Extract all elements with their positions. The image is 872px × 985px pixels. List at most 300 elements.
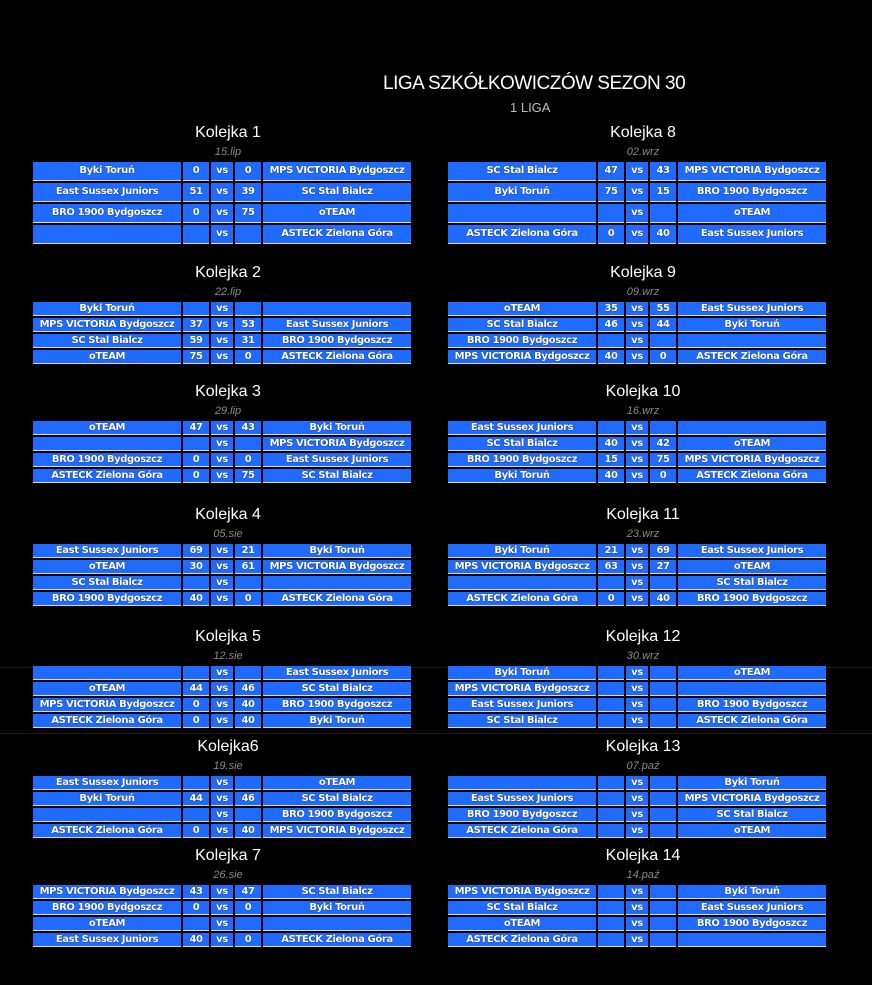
round-title: Kolejka 14: [605, 847, 681, 864]
away-score: 69: [650, 544, 676, 558]
away-team: BRO 1900 Bydgoszcz: [678, 592, 826, 606]
home-score: [598, 576, 624, 590]
away-score: 46: [235, 792, 261, 806]
league-subtitle: 1 LIGA: [510, 100, 551, 115]
round-date: 05.sie: [213, 528, 243, 540]
away-team: [263, 576, 411, 590]
home-team: East Sussex Juniors: [448, 698, 596, 712]
match-row: [448, 162, 826, 181]
home-score: 40: [183, 592, 209, 606]
fixtures-table: [446, 300, 828, 366]
away-score: 0: [235, 453, 261, 467]
match-row: [33, 576, 411, 590]
home-score: 40: [183, 933, 209, 947]
vs-label: vs: [626, 592, 648, 606]
away-team: East Sussex Juniors: [678, 544, 826, 558]
match-row: [33, 933, 411, 947]
vs-label: vs: [626, 453, 648, 467]
away-score: 39: [235, 183, 261, 202]
fixtures-table: [31, 774, 413, 840]
vs-label: vs: [211, 666, 233, 680]
vs-label: vs: [211, 792, 233, 806]
away-team: SC Stal Bialcz: [263, 183, 411, 202]
match-row: [33, 901, 411, 915]
match-row: [33, 334, 411, 348]
match-row: [448, 576, 826, 590]
away-team: ASTECK Zielona Góra: [678, 350, 826, 364]
home-score: 46: [598, 318, 624, 332]
home-score: [183, 808, 209, 822]
home-team: East Sussex Juniors: [33, 544, 181, 558]
match-row: [33, 714, 411, 728]
home-team: Byki Toruń: [33, 302, 181, 316]
away-team: oTEAM: [678, 560, 826, 574]
away-team: BRO 1900 Bydgoszcz: [263, 698, 411, 712]
fixtures-table: [446, 160, 828, 246]
away-team: BRO 1900 Bydgoszcz: [678, 917, 826, 931]
home-score: 0: [183, 162, 209, 181]
home-score: 30: [183, 560, 209, 574]
round-block: [33, 504, 423, 608]
match-row: [33, 560, 411, 574]
away-team: oTEAM: [678, 824, 826, 838]
fixtures-table: [446, 774, 828, 840]
home-score: 44: [183, 792, 209, 806]
vs-label: vs: [211, 334, 233, 348]
round-title: Kolejka 2: [195, 264, 261, 281]
vs-label: vs: [211, 682, 233, 696]
away-team: MPS VICTORIA Bydgoszcz: [263, 437, 411, 451]
vs-label: vs: [626, 225, 648, 244]
match-row: [33, 421, 411, 435]
fixtures-table: [31, 664, 413, 730]
match-row: [448, 885, 826, 899]
match-row: [33, 350, 411, 364]
match-row: [448, 544, 826, 558]
home-team: ASTECK Zielona Góra: [448, 225, 596, 244]
match-row: [448, 421, 826, 435]
fixtures-table: [31, 542, 413, 608]
match-row: [448, 350, 826, 364]
vs-label: vs: [211, 469, 233, 483]
vs-label: vs: [211, 350, 233, 364]
round-date: 02.wrz: [626, 146, 660, 158]
vs-label: vs: [626, 698, 648, 712]
away-score: 31: [235, 334, 261, 348]
home-score: [598, 421, 624, 435]
vs-label: vs: [626, 885, 648, 899]
vs-label: vs: [626, 792, 648, 806]
fixtures-table: [446, 883, 828, 949]
home-team: [33, 437, 181, 451]
home-score: 63: [598, 560, 624, 574]
vs-label: vs: [626, 917, 648, 931]
home-score: [598, 885, 624, 899]
vs-label: vs: [626, 544, 648, 558]
match-row: [33, 437, 411, 451]
away-team: Byki Toruń: [263, 421, 411, 435]
vs-label: vs: [211, 917, 233, 931]
home-team: SC Stal Bialcz: [448, 901, 596, 915]
round-block: [448, 845, 838, 949]
home-score: 59: [183, 334, 209, 348]
vs-label: vs: [211, 560, 233, 574]
match-row: [33, 698, 411, 712]
home-team: MPS VICTORIA Bydgoszcz: [448, 885, 596, 899]
home-team: Byki Toruń: [448, 544, 596, 558]
round-date: 22.lip: [214, 286, 242, 298]
away-team: MPS VICTORIA Bydgoszcz: [263, 560, 411, 574]
vs-label: vs: [626, 824, 648, 838]
away-score: 0: [650, 350, 676, 364]
away-score: [650, 421, 676, 435]
vs-label: vs: [626, 302, 648, 316]
vs-label: vs: [211, 318, 233, 332]
vs-label: vs: [211, 776, 233, 790]
match-row: [448, 560, 826, 574]
away-team: [263, 917, 411, 931]
round-title: Kolejka 7: [195, 847, 261, 864]
round-date: 14.paź: [626, 869, 660, 881]
vs-label: vs: [211, 437, 233, 451]
vs-label: vs: [211, 162, 233, 181]
home-team: oTEAM: [448, 302, 596, 316]
home-team: BRO 1900 Bydgoszcz: [33, 901, 181, 915]
home-score: 69: [183, 544, 209, 558]
vs-label: vs: [626, 576, 648, 590]
home-team: ASTECK Zielona Góra: [33, 469, 181, 483]
away-score: [235, 437, 261, 451]
home-team: ASTECK Zielona Góra: [33, 714, 181, 728]
away-score: [650, 901, 676, 915]
home-score: [183, 917, 209, 931]
round-title: Kolejka6: [197, 738, 259, 755]
home-team: MPS VICTORIA Bydgoszcz: [33, 885, 181, 899]
home-score: [598, 698, 624, 712]
match-row: [33, 776, 411, 790]
home-team: SC Stal Bialcz: [33, 576, 181, 590]
away-team: Byki Toruń: [678, 318, 826, 332]
away-team: BRO 1900 Bydgoszcz: [263, 808, 411, 822]
away-score: 0: [235, 162, 261, 181]
match-row: [448, 698, 826, 712]
away-score: 75: [235, 204, 261, 223]
match-row: [33, 917, 411, 931]
home-team: MPS VICTORIA Bydgoszcz: [448, 560, 596, 574]
away-score: [650, 714, 676, 728]
round-block: [448, 626, 838, 730]
match-row: [448, 183, 826, 202]
vs-label: vs: [626, 901, 648, 915]
home-team: [33, 808, 181, 822]
away-score: 43: [235, 421, 261, 435]
round-block: [448, 736, 838, 840]
match-row: [448, 437, 826, 451]
home-team: [448, 776, 596, 790]
away-team: BRO 1900 Bydgoszcz: [678, 698, 826, 712]
round-title: Kolejka 4: [195, 506, 261, 523]
home-team: East Sussex Juniors: [33, 776, 181, 790]
away-team: oTEAM: [263, 776, 411, 790]
away-score: 61: [235, 560, 261, 574]
away-score: [235, 576, 261, 590]
match-row: [448, 302, 826, 316]
vs-label: vs: [626, 421, 648, 435]
away-team: Byki Toruń: [263, 901, 411, 915]
home-score: 44: [183, 682, 209, 696]
match-row: [33, 469, 411, 483]
home-score: 75: [598, 183, 624, 202]
match-row: [448, 917, 826, 931]
away-score: [235, 808, 261, 822]
away-score: 55: [650, 302, 676, 316]
home-team: SC Stal Bialcz: [448, 714, 596, 728]
away-score: [650, 666, 676, 680]
away-team: SC Stal Bialcz: [678, 576, 826, 590]
vs-label: vs: [626, 714, 648, 728]
away-score: [235, 302, 261, 316]
home-team: MPS VICTORIA Bydgoszcz: [448, 350, 596, 364]
away-team: ASTECK Zielona Góra: [263, 225, 411, 244]
home-score: 40: [598, 437, 624, 451]
home-score: 0: [598, 592, 624, 606]
away-score: 47: [235, 885, 261, 899]
home-team: oTEAM: [33, 421, 181, 435]
home-score: [598, 682, 624, 696]
home-score: 15: [598, 453, 624, 467]
round-date: 29.lip: [214, 405, 242, 417]
round-block: [33, 845, 423, 949]
away-team: [678, 334, 826, 348]
fixtures-table: [446, 664, 828, 730]
home-score: [598, 334, 624, 348]
vs-label: vs: [626, 933, 648, 947]
vs-label: vs: [626, 318, 648, 332]
away-score: 40: [235, 824, 261, 838]
away-team: [678, 933, 826, 947]
match-row: [33, 204, 411, 223]
away-team: [678, 682, 826, 696]
home-team: SC Stal Bialcz: [33, 334, 181, 348]
round-date: 26.sie: [213, 869, 243, 881]
home-score: [183, 576, 209, 590]
round-title: Kolejka 8: [610, 124, 676, 141]
away-team: [678, 421, 826, 435]
match-row: [33, 824, 411, 838]
match-row: [448, 453, 826, 467]
away-score: [650, 204, 676, 223]
vs-label: vs: [626, 204, 648, 223]
vs-label: vs: [211, 576, 233, 590]
away-team: East Sussex Juniors: [263, 666, 411, 680]
home-team: MPS VICTORIA Bydgoszcz: [33, 698, 181, 712]
home-team: [448, 204, 596, 223]
away-team: ASTECK Zielona Góra: [678, 714, 826, 728]
away-team: BRO 1900 Bydgoszcz: [678, 183, 826, 202]
away-team: oTEAM: [263, 204, 411, 223]
round-block: [33, 262, 423, 366]
away-team: ASTECK Zielona Góra: [263, 350, 411, 364]
home-score: 0: [183, 714, 209, 728]
vs-label: vs: [626, 560, 648, 574]
vs-label: vs: [211, 421, 233, 435]
vs-label: vs: [626, 437, 648, 451]
home-score: 0: [183, 824, 209, 838]
away-score: 75: [650, 453, 676, 467]
fixtures-table: [31, 160, 413, 246]
round-date: 30.wrz: [626, 650, 660, 662]
home-team: Byki Toruń: [448, 183, 596, 202]
home-score: 40: [598, 469, 624, 483]
match-row: [33, 792, 411, 806]
home-team: oTEAM: [33, 682, 181, 696]
fixtures-table: [446, 542, 828, 608]
away-team: BRO 1900 Bydgoszcz: [263, 334, 411, 348]
vs-label: vs: [211, 698, 233, 712]
away-team: East Sussex Juniors: [678, 225, 826, 244]
match-row: [448, 225, 826, 244]
away-score: [650, 334, 676, 348]
away-score: [650, 885, 676, 899]
home-score: [598, 917, 624, 931]
home-team: oTEAM: [33, 350, 181, 364]
vs-label: vs: [626, 808, 648, 822]
home-score: [598, 776, 624, 790]
match-row: [448, 469, 826, 483]
away-team: ASTECK Zielona Góra: [263, 933, 411, 947]
home-team: Byki Toruń: [448, 666, 596, 680]
home-team: [33, 666, 181, 680]
match-row: [33, 808, 411, 822]
away-team: [263, 302, 411, 316]
match-row: [33, 302, 411, 316]
away-score: 27: [650, 560, 676, 574]
home-score: 43: [183, 885, 209, 899]
away-score: [650, 776, 676, 790]
round-date: 12.sie: [213, 650, 243, 662]
away-team: MPS VICTORIA Bydgoszcz: [263, 162, 411, 181]
round-date: 09.wrz: [626, 286, 660, 298]
away-team: Byki Toruń: [263, 544, 411, 558]
match-row: [448, 824, 826, 838]
away-team: MPS VICTORIA Bydgoszcz: [678, 792, 826, 806]
vs-label: vs: [211, 225, 233, 244]
home-score: [598, 666, 624, 680]
home-score: 37: [183, 318, 209, 332]
vs-label: vs: [211, 933, 233, 947]
away-team: SC Stal Bialcz: [678, 808, 826, 822]
away-team: SC Stal Bialcz: [263, 469, 411, 483]
away-score: [650, 917, 676, 931]
vs-label: vs: [626, 162, 648, 181]
match-row: [448, 682, 826, 696]
round-block: [448, 504, 838, 608]
away-score: 0: [235, 592, 261, 606]
away-score: 40: [235, 714, 261, 728]
round-block: [448, 122, 838, 246]
vs-label: vs: [211, 824, 233, 838]
away-score: [650, 824, 676, 838]
away-score: 40: [235, 698, 261, 712]
home-team: Byki Toruń: [448, 469, 596, 483]
away-team: East Sussex Juniors: [263, 453, 411, 467]
away-team: SC Stal Bialcz: [263, 792, 411, 806]
home-team: ASTECK Zielona Góra: [448, 592, 596, 606]
away-team: SC Stal Bialcz: [263, 682, 411, 696]
round-block: [448, 262, 838, 366]
home-score: 40: [598, 350, 624, 364]
home-score: [598, 714, 624, 728]
away-score: 43: [650, 162, 676, 181]
match-row: [33, 682, 411, 696]
home-score: 0: [183, 901, 209, 915]
round-title: Kolejka 3: [195, 383, 261, 400]
home-team: Byki Toruń: [33, 792, 181, 806]
home-score: [183, 666, 209, 680]
away-score: 75: [235, 469, 261, 483]
away-team: Byki Toruń: [263, 714, 411, 728]
away-team: oTEAM: [678, 204, 826, 223]
vs-label: vs: [211, 453, 233, 467]
match-row: [33, 544, 411, 558]
match-row: [33, 666, 411, 680]
match-row: [448, 334, 826, 348]
away-score: [650, 792, 676, 806]
away-score: 44: [650, 318, 676, 332]
home-score: [183, 437, 209, 451]
round-title: Kolejka 13: [605, 738, 681, 755]
away-score: [235, 917, 261, 931]
round-title: Kolejka 10: [605, 383, 681, 400]
home-team: oTEAM: [33, 917, 181, 931]
home-score: [598, 824, 624, 838]
vs-label: vs: [626, 350, 648, 364]
match-row: [33, 885, 411, 899]
vs-label: vs: [211, 544, 233, 558]
away-score: 40: [650, 225, 676, 244]
home-score: [598, 792, 624, 806]
match-row: [33, 162, 411, 181]
home-team: ASTECK Zielona Góra: [448, 933, 596, 947]
home-score: 0: [183, 469, 209, 483]
away-score: [650, 808, 676, 822]
home-team: [33, 225, 181, 244]
home-team: Byki Toruń: [33, 162, 181, 181]
home-score: 21: [598, 544, 624, 558]
away-score: 42: [650, 437, 676, 451]
round-title: Kolejka 9: [610, 264, 676, 281]
vs-label: vs: [626, 666, 648, 680]
away-team: oTEAM: [678, 666, 826, 680]
away-score: [650, 576, 676, 590]
home-team: oTEAM: [33, 560, 181, 574]
round-block: [33, 626, 423, 730]
match-row: [448, 592, 826, 606]
vs-label: vs: [211, 204, 233, 223]
match-row: [448, 933, 826, 947]
away-score: [235, 225, 261, 244]
home-score: [183, 776, 209, 790]
away-team: East Sussex Juniors: [678, 901, 826, 915]
round-title: Kolejka 12: [605, 628, 681, 645]
home-score: [598, 204, 624, 223]
home-team: BRO 1900 Bydgoszcz: [448, 808, 596, 822]
away-team: Byki Toruń: [678, 885, 826, 899]
round-block: [33, 122, 423, 246]
vs-label: vs: [211, 714, 233, 728]
away-team: East Sussex Juniors: [263, 318, 411, 332]
vs-label: vs: [626, 682, 648, 696]
